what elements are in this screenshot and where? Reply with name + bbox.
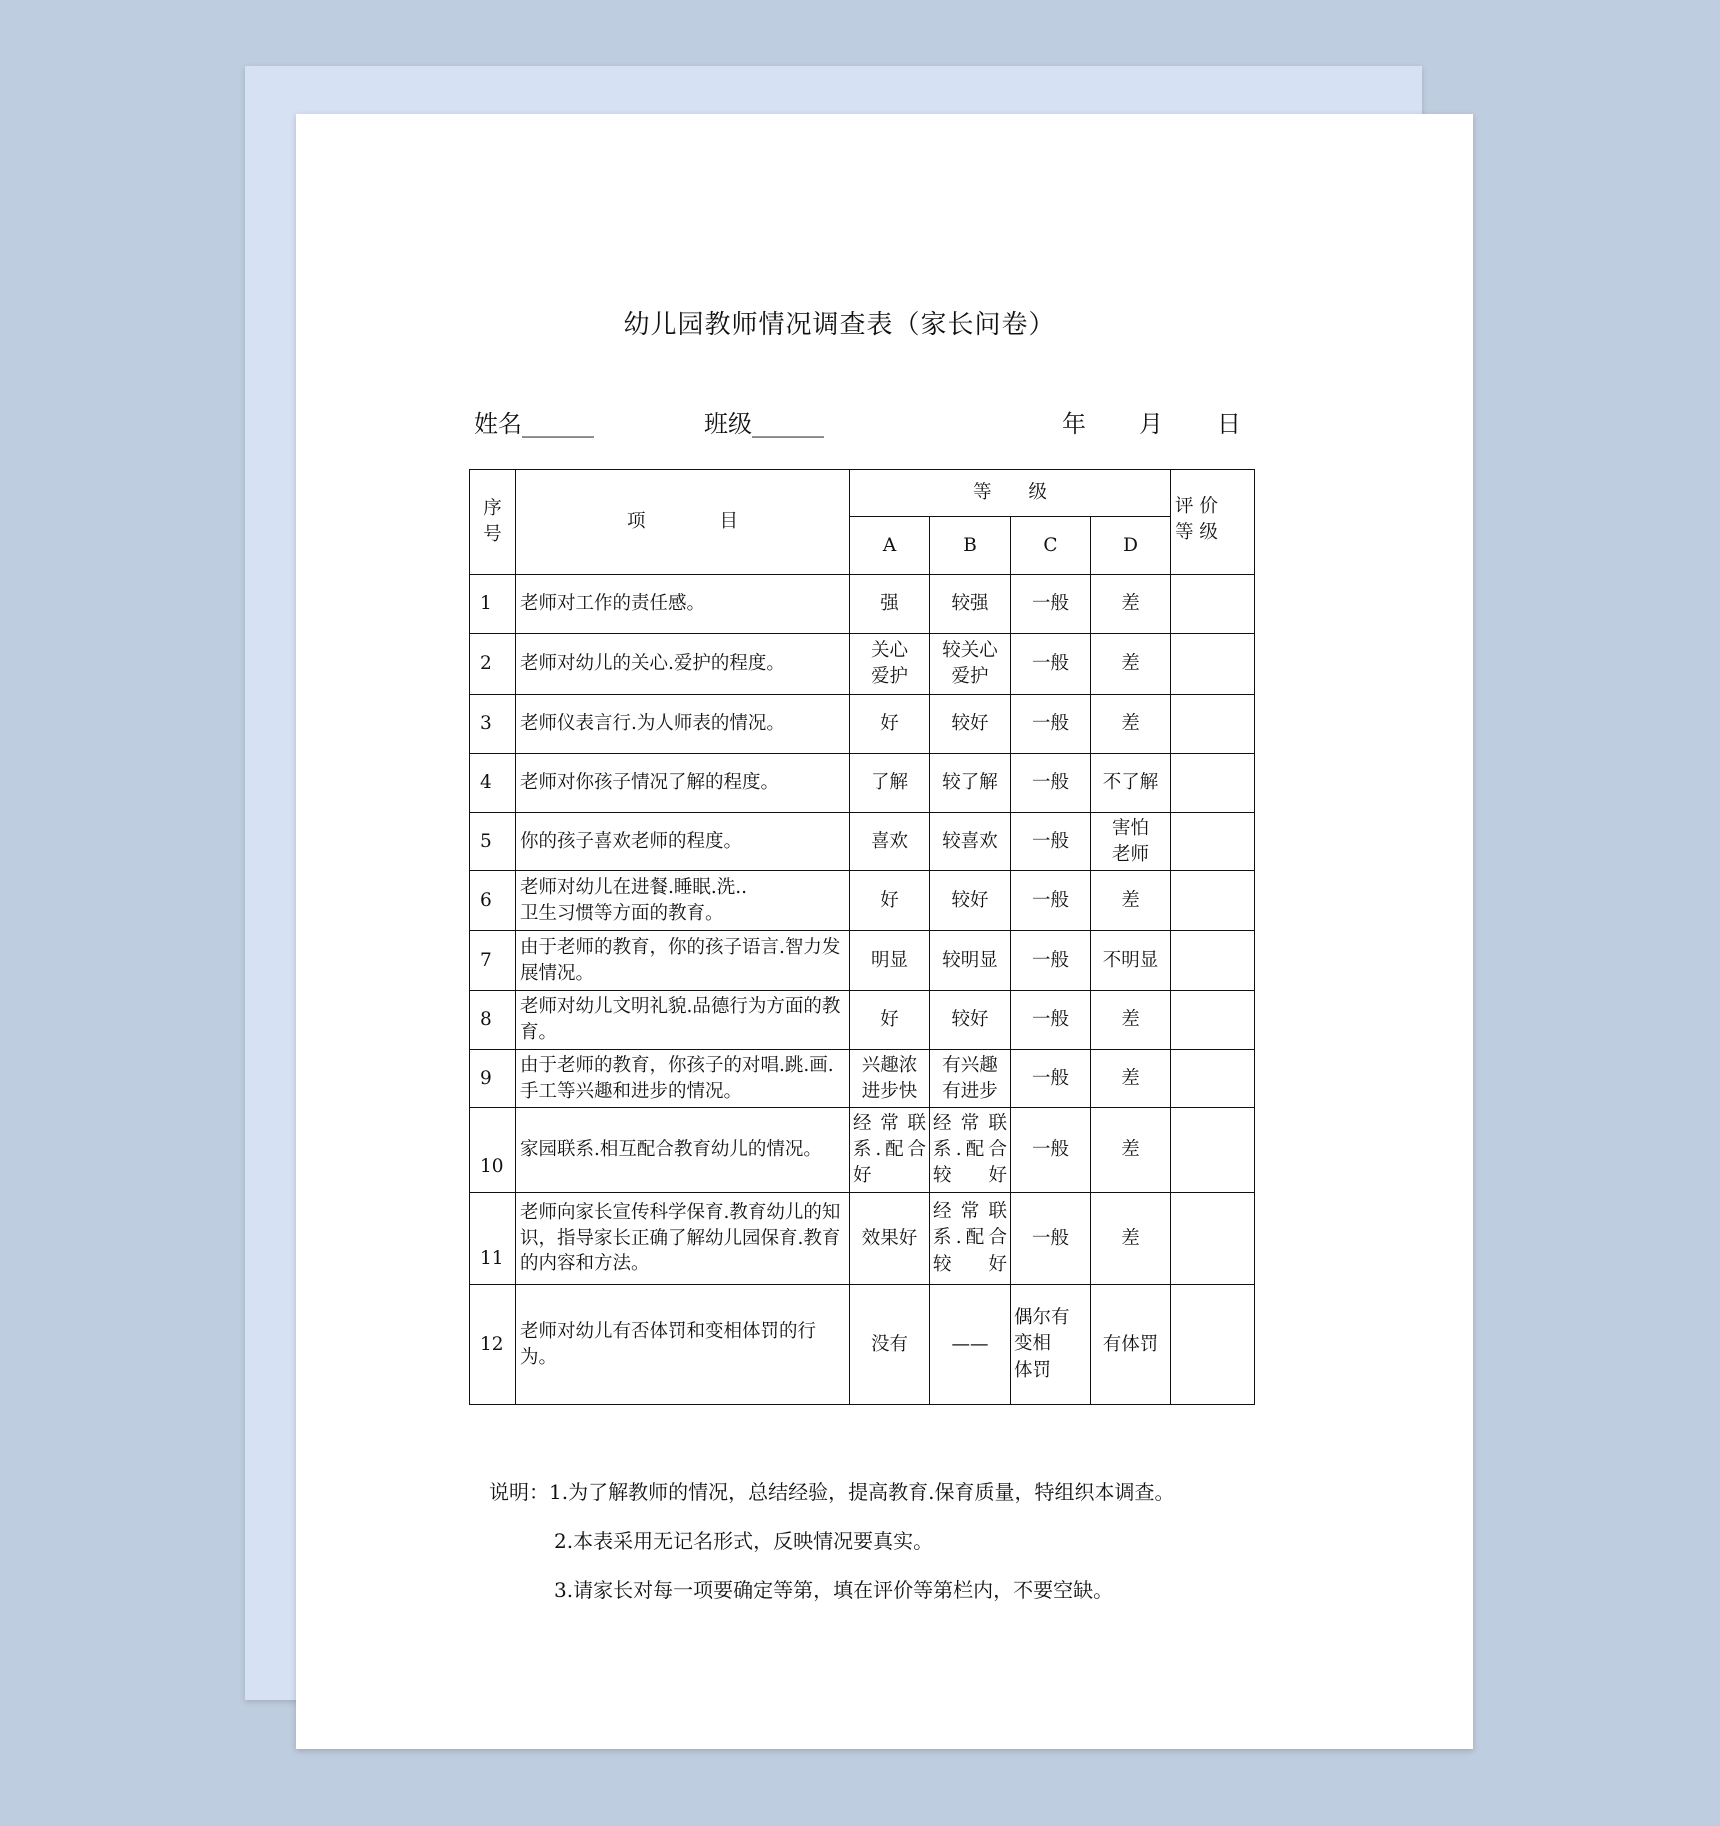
- grade-d: 差: [1091, 991, 1171, 1050]
- grade-c: 一般: [1011, 871, 1091, 931]
- grade-c: 一般: [1011, 575, 1091, 634]
- grade-d: 不了解: [1091, 754, 1171, 813]
- header-d: D: [1091, 517, 1171, 575]
- header-grade: 等 级: [850, 470, 1171, 517]
- header-a: A: [850, 517, 930, 575]
- grade-c: 一般: [1011, 1050, 1091, 1108]
- header-item: 项 目: [516, 470, 850, 575]
- grade-d: 害怕 老师: [1091, 813, 1171, 871]
- grade-b: 较喜欢: [930, 813, 1011, 871]
- row-item: 老师对幼儿在进餐.睡眠.洗.. 卫生习惯等方面的教育。: [516, 871, 850, 931]
- table-row: [470, 754, 1255, 813]
- row-item: 老师对幼儿的关心.爱护的程度。: [516, 634, 850, 695]
- grade-c: 一般: [1011, 634, 1091, 695]
- table-row: [470, 1050, 1255, 1108]
- grade-a: 效果好: [850, 1193, 930, 1285]
- row-item: 老师对工作的责任感。: [516, 575, 850, 634]
- survey-table: [469, 469, 1255, 1405]
- row-number: 10: [470, 1108, 516, 1193]
- eval-input-cell[interactable]: [1171, 991, 1255, 1050]
- grade-d: 不明显: [1091, 931, 1171, 991]
- eval-input-cell[interactable]: [1171, 871, 1255, 931]
- row-number: 11: [470, 1193, 516, 1285]
- table-row: [470, 1285, 1255, 1405]
- grade-b: 经常联系.配合较好: [930, 1108, 1011, 1193]
- eval-input-cell[interactable]: [1171, 634, 1255, 695]
- eval-input-cell[interactable]: [1171, 1285, 1255, 1405]
- grade-a: 喜欢: [850, 813, 930, 871]
- grade-b: 较了解: [930, 754, 1011, 813]
- grade-d: 差: [1091, 1108, 1171, 1193]
- document-page: [296, 114, 1473, 1749]
- row-number: 4: [470, 754, 516, 813]
- grade-b: 较强: [930, 575, 1011, 634]
- row-number: 1: [470, 575, 516, 634]
- note-2: 2.本表采用无记名形式，反映情况要真实。: [554, 1529, 934, 1553]
- eval-input-cell[interactable]: [1171, 1108, 1255, 1193]
- note-1: 说明：1.为了解教师的情况，总结经验，提高教育.保育质量，特组织本调查。: [489, 1480, 1175, 1504]
- name-field: 姓名______: [474, 410, 594, 438]
- row-number: 2: [470, 634, 516, 695]
- grade-c: 一般: [1011, 1108, 1091, 1193]
- grade-c: 一般: [1011, 754, 1091, 813]
- row-number: 3: [470, 695, 516, 754]
- note-3: 3.请家长对每一项要确定等第，填在评价等第栏内，不要空缺。: [554, 1578, 1114, 1602]
- table-row: [470, 871, 1255, 931]
- grade-a: 了解: [850, 754, 930, 813]
- row-item: 由于老师的教育，你的孩子语言.智力发展情况。: [516, 931, 850, 991]
- eval-input-cell[interactable]: [1171, 1050, 1255, 1108]
- day-label: 日: [1217, 410, 1241, 438]
- grade-b: 较明显: [930, 931, 1011, 991]
- table-row: [470, 1193, 1255, 1285]
- grade-d: 差: [1091, 634, 1171, 695]
- eval-input-cell[interactable]: [1171, 575, 1255, 634]
- grade-d: 差: [1091, 871, 1171, 931]
- table-row: [470, 931, 1255, 991]
- header-seq: 序 号: [470, 470, 516, 575]
- grade-a: 经常联系.配合好: [850, 1108, 930, 1193]
- table-row: [470, 991, 1255, 1050]
- row-item: 老师对幼儿文明礼貌.品德行为方面的教育。: [516, 991, 850, 1050]
- grade-b: 有兴趣 有进步: [930, 1050, 1011, 1108]
- grade-b: 经常联系.配合较好: [930, 1193, 1011, 1285]
- row-item: 老师对你孩子情况了解的程度。: [516, 754, 850, 813]
- grade-a: 好: [850, 991, 930, 1050]
- grade-c: 一般: [1011, 813, 1091, 871]
- row-number: 7: [470, 931, 516, 991]
- grade-d: 有体罚: [1091, 1285, 1171, 1405]
- grade-b: 较关心 爱护: [930, 634, 1011, 695]
- table-row: [470, 1108, 1255, 1193]
- row-number: 12: [470, 1285, 516, 1405]
- month-label: 月: [1139, 410, 1163, 438]
- grade-c: 一般: [1011, 991, 1091, 1050]
- grade-a: 兴趣浓 进步快: [850, 1050, 930, 1108]
- header-c: C: [1011, 517, 1091, 575]
- header-b: B: [930, 517, 1011, 575]
- grade-b: 较好: [930, 991, 1011, 1050]
- grade-c: 偶尔有 变相 体罚: [1011, 1285, 1091, 1405]
- eval-input-cell[interactable]: [1171, 931, 1255, 991]
- eval-input-cell[interactable]: [1171, 1193, 1255, 1285]
- row-number: 8: [470, 991, 516, 1050]
- table-row: [470, 695, 1255, 754]
- grade-d: 差: [1091, 575, 1171, 634]
- grade-a: 好: [850, 871, 930, 931]
- grade-c: 一般: [1011, 931, 1091, 991]
- eval-input-cell[interactable]: [1171, 813, 1255, 871]
- row-item: 老师向家长宣传科学保育.教育幼儿的知识，指导家长正确了解幼儿园保育.教育的内容和方法。: [516, 1193, 850, 1285]
- grade-a: 明显: [850, 931, 930, 991]
- row-item: 老师仪表言行.为人师表的情况。: [516, 695, 850, 754]
- eval-input-cell[interactable]: [1171, 754, 1255, 813]
- row-number: 9: [470, 1050, 516, 1108]
- grade-c: 一般: [1011, 1193, 1091, 1285]
- row-item: 老师对幼儿有否体罚和变相体罚的行为。: [516, 1285, 850, 1405]
- grade-b: 较好: [930, 871, 1011, 931]
- grade-b: 较好: [930, 695, 1011, 754]
- grade-d: 差: [1091, 695, 1171, 754]
- row-number: 6: [470, 871, 516, 931]
- grade-b: ——: [930, 1285, 1011, 1405]
- year-label: 年: [1062, 410, 1086, 438]
- grade-d: 差: [1091, 1193, 1171, 1285]
- grade-a: 关心 爱护: [850, 634, 930, 695]
- row-item: 家园联系.相互配合教育幼儿的情况。: [516, 1108, 850, 1193]
- document-title: 幼儿园教师情况调查表（家长问卷）: [623, 310, 1056, 340]
- eval-input-cell[interactable]: [1171, 695, 1255, 754]
- table-row: [470, 813, 1255, 871]
- header-eval: 评 价 等 级: [1171, 470, 1255, 575]
- row-item: 你的孩子喜欢老师的程度。: [516, 813, 850, 871]
- row-item: 由于老师的教育，你孩子的对唱.跳.画.手工等兴趣和进步的情况。: [516, 1050, 850, 1108]
- row-number: 5: [470, 813, 516, 871]
- grade-c: 一般: [1011, 695, 1091, 754]
- grade-a: 好: [850, 695, 930, 754]
- grade-d: 差: [1091, 1050, 1171, 1108]
- grade-a: 没有: [850, 1285, 930, 1405]
- table-row: [470, 634, 1255, 695]
- grade-a: 强: [850, 575, 930, 634]
- table-row: [470, 575, 1255, 634]
- class-field: 班级______: [704, 410, 824, 438]
